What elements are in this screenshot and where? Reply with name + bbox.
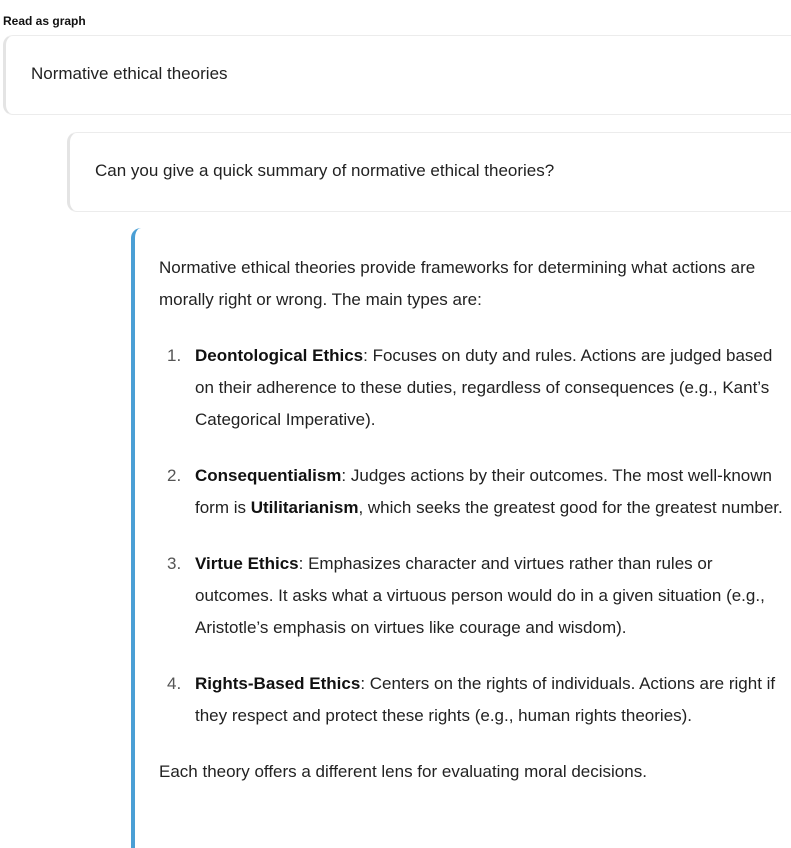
list-item-text: : Centers on the rights of individuals. Actions are right if they respect and protect these rights (e.g., human rights theories). (195, 674, 776, 725)
theory-list (159, 340, 789, 732)
answer-intro: Normative ethical theories provide frameworks for determining what actions are morally right or wrong. The main types are: (159, 258, 756, 309)
list-item (159, 548, 789, 644)
read-as-graph-toggle[interactable]: Read as graph (3, 14, 86, 28)
list-item (159, 668, 789, 732)
list-item-text: : Judges actions by their outcomes. The most well-known form is (195, 466, 772, 517)
list-item-text-secondary: , which seeks the greatest good for the greatest number. (358, 498, 783, 517)
question-node-text: Can you give a quick summary of normative ethical theories? (95, 161, 555, 180)
list-item (159, 340, 789, 436)
list-item-number: 2. (167, 466, 182, 485)
list-item-term: Deontological Ethics (195, 346, 364, 365)
topic-node-text: Normative ethical theories (31, 64, 228, 83)
list-item-number: 1. (167, 346, 182, 365)
list-item-number: 3. (167, 554, 182, 573)
list-item-term: Virtue Ethics (195, 554, 299, 573)
answer-content (159, 252, 789, 788)
topic-node[interactable] (3, 35, 791, 115)
question-node[interactable] (67, 132, 791, 212)
list-item-term: Rights-Based Ethics (195, 674, 361, 693)
list-item-text: : Emphasizes character and virtues rather than rules or outcomes. It asks what a virtuous person would do in a given situation (e.g., Aristotle’s emphasis on virtues like courage and wisdom). (195, 554, 765, 637)
list-item-term-secondary: Utilitarianism (250, 498, 359, 517)
answer-node[interactable] (131, 228, 791, 848)
list-item-number: 4. (167, 674, 182, 693)
list-item (159, 460, 789, 524)
answer-outro: Each theory offers a different lens for evaluating moral decisions. (159, 762, 647, 781)
list-item-text: : Focuses on duty and rules. Actions are judged based on their adherence to these duties, regardless of consequences (e.g., Kant’s Categorical Imperative). (195, 346, 773, 429)
list-item-term: Consequentialism (195, 466, 342, 485)
